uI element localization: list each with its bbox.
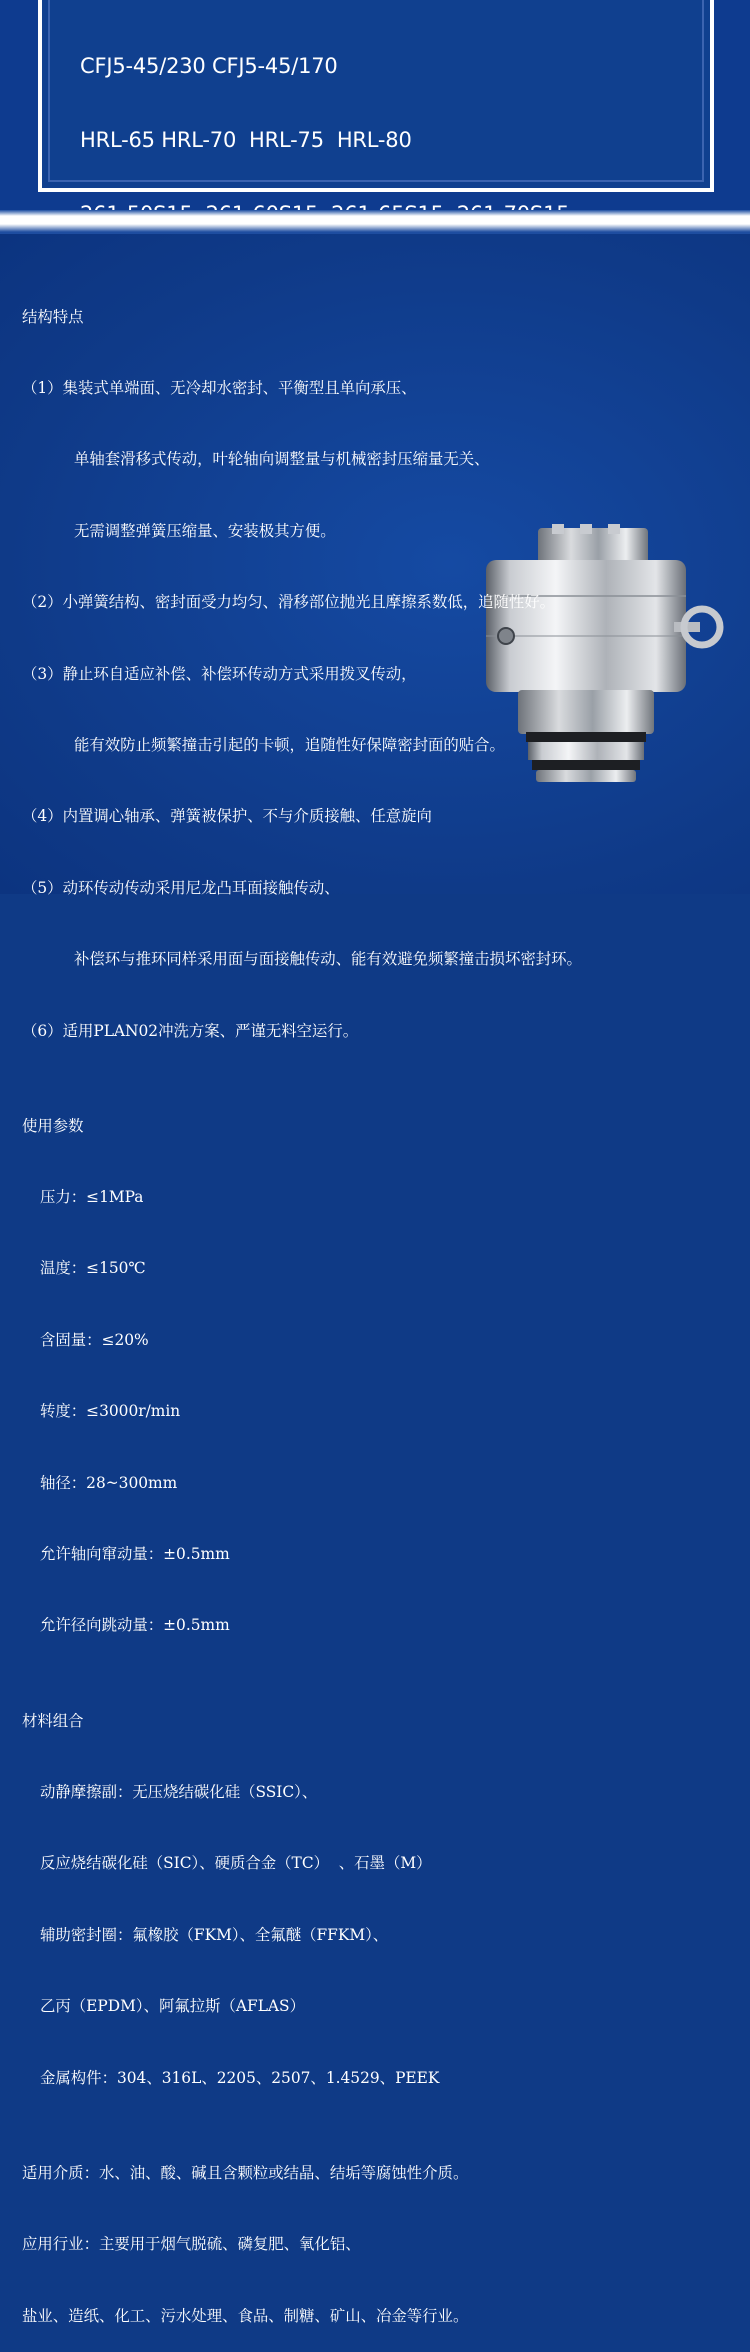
model-list-panel [0,0,750,210]
features-heading: 结构特点 [22,307,84,326]
feature-line: 补偿环与推环同样采用面与面接触传动、能有效避免频繁撞击损坏密封环。 [74,950,582,969]
spec-text [22,258,582,2352]
params-heading: 使用参数 [22,1116,84,1135]
param-line: 温度：≤150℃ [40,1259,146,1278]
material-line: 金属构件：304、316L、2205、2507、1.4529、PEEK [40,2068,440,2087]
feature-line: （6）适用PLAN02冲洗方案、严谨无料空运行。 [22,1021,359,1040]
model-line: CFJ5-45/230 CFJ5-45/170 [80,53,338,78]
media-line: 适用介质：水、油、酸、碱且含颗粒或结晶、结垢等腐蚀性介质。 [22,2163,469,2182]
param-line: 转度：≤3000r/min [40,1402,181,1421]
feature-line: （3）静止环自适应补偿、补偿环传动方式采用拨叉传动， [22,664,417,683]
feature-line: （2）小弹簧结构、密封面受力均匀、滑移部位抛光且摩擦系数低，追随性好。 [22,593,556,612]
feature-line: （4）内置调心轴承、弹簧被保护、不与介质接触、任意旋向 [22,807,432,826]
industry-line: 盐业、造纸、化工、污水处理、食品、制糖、矿山、冶金等行业。 [22,2306,469,2325]
feature-line: （5）动环传动传动采用尼龙凸耳面接触传动、 [22,878,340,897]
feature-line: 单轴套滑移式传动，叶轮轴向调整量与机械密封压缩量无关、 [74,450,490,469]
material-line: 辅助密封圈：氟橡胶（FKM）、全氟醚（FFKM）、 [40,1925,389,1944]
material-line: 反应烧结碳化硅（SIC）、硬质合金（TC） 、石墨（M） [40,1854,432,1873]
param-line: 允许径向跳动量：±0.5mm [40,1616,230,1635]
param-line: 压力：≤1MPa [40,1188,144,1207]
param-line: 轴径：28~300mm [40,1473,178,1492]
param-line: 含固量：≤20% [40,1330,149,1349]
material-line: 乙丙（EPDM）、阿氟拉斯（AFLAS） [40,1997,305,2016]
param-line: 允许轴向窜动量：±0.5mm [40,1545,230,1564]
feature-line: 能有效防止频繁撞击引起的卡顿，追随性好保障密封面的贴合。 [74,735,505,754]
industry-line: 应用行业：主要用于烟气脱硫、磷复肥、氧化铝、 [22,2235,361,2254]
model-line: HRL-65 HRL-70 HRL-75 HRL-80 [80,127,412,152]
material-line: 动静摩擦副：无压烧结碳化硅（SSIC）、 [40,1783,318,1801]
section-divider [0,210,750,234]
feature-line: 无需调整弹簧压缩量、安装极其方便。 [74,521,336,540]
feature-line: （1）集装式单端面、无冷却水密封、平衡型且单向承压、 [22,378,417,397]
materials-heading: 材料组合 [22,1711,84,1730]
